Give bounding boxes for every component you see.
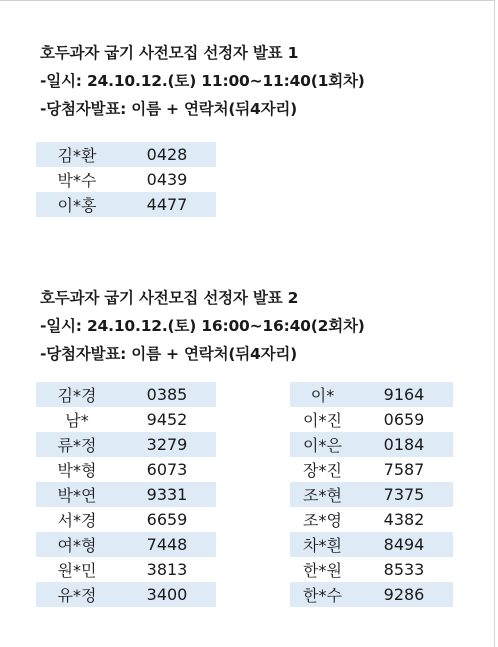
table-row — [290, 482, 453, 507]
table-row — [36, 582, 216, 607]
winner-name: 한*원 — [303, 561, 342, 580]
table-row — [36, 192, 216, 217]
table-row — [36, 457, 216, 482]
table-row — [290, 557, 453, 582]
table-row — [290, 582, 453, 607]
winner-name: 이*홍 — [36, 192, 118, 217]
table-row — [36, 407, 216, 432]
section-2-left-table — [36, 382, 216, 607]
winner-name: 박*형 — [57, 461, 97, 480]
section-1-heading — [40, 39, 365, 123]
winner-phone: 0659 — [383, 410, 425, 429]
winner-name: 원*민 — [57, 561, 97, 580]
winner-phone: 9452 — [146, 410, 188, 429]
winner-name: 한*수 — [290, 582, 355, 607]
table-row — [36, 142, 216, 167]
section-1-date: -일시: 24.10.12.(토) 11:00~11:40(1회차) — [40, 72, 365, 90]
winner-phone: 9164 — [355, 382, 453, 407]
table-row — [36, 532, 216, 557]
table-row — [36, 432, 216, 457]
winner-phone: 4382 — [383, 510, 425, 529]
winner-phone: 7448 — [118, 532, 216, 557]
winner-phone: 0184 — [355, 432, 453, 457]
winner-phone: 3813 — [146, 560, 188, 579]
table-row — [36, 557, 216, 582]
winner-phone: 6659 — [146, 510, 188, 529]
winner-name: 류*정 — [36, 432, 118, 457]
winner-name: 김*환 — [36, 142, 118, 167]
winner-phone: 7375 — [355, 482, 453, 507]
right-border — [494, 0, 495, 647]
winner-name: 이*진 — [303, 411, 342, 430]
section-2-announce: -당첨자발표: 이름 + 연락처(뒤4자리) — [40, 345, 298, 363]
winner-name: 이*은 — [290, 432, 355, 457]
winner-phone: 8494 — [355, 532, 453, 557]
winner-name: 차*흰 — [290, 532, 355, 557]
winner-name: 김*경 — [36, 382, 118, 407]
winner-phone: 6073 — [146, 460, 188, 479]
table-row — [290, 382, 453, 407]
section-2-heading — [40, 284, 365, 368]
table-row — [36, 167, 216, 192]
winner-phone: 3279 — [118, 432, 216, 457]
winner-phone: 9286 — [355, 582, 453, 607]
section-2-date: -일시: 24.10.12.(토) 16:00~16:40(2회차) — [40, 317, 365, 335]
winner-phone: 4477 — [118, 192, 216, 217]
winner-phone: 0385 — [118, 382, 216, 407]
winner-phone: 8533 — [383, 560, 425, 579]
table-row — [290, 407, 453, 432]
section-1-title: 호두과자 굽기 사전모집 선정자 발표 1 — [40, 44, 299, 62]
section-1-winner-table — [36, 142, 216, 217]
winner-phone: 7587 — [383, 460, 425, 479]
table-row — [290, 532, 453, 557]
table-row — [290, 457, 453, 482]
winner-name: 서*경 — [57, 511, 97, 530]
winner-name: 유*정 — [36, 582, 118, 607]
winner-name: 이* — [290, 382, 355, 407]
winner-name: 장*진 — [303, 461, 342, 480]
winner-phone: 3400 — [118, 582, 216, 607]
winner-name: 박*수 — [57, 171, 97, 190]
table-row — [290, 432, 453, 457]
section-2-title: 호두과자 굽기 사전모집 선정자 발표 2 — [40, 289, 299, 307]
table-row — [36, 382, 216, 407]
table-row — [36, 482, 216, 507]
winner-phone: 0428 — [118, 142, 216, 167]
winner-name: 조*현 — [290, 482, 355, 507]
section-2-right-table — [290, 382, 453, 607]
winner-name: 박*연 — [36, 482, 118, 507]
winner-name: 조*영 — [303, 511, 342, 530]
winner-phone: 0439 — [146, 170, 188, 189]
section-1-announce: -당첨자발표: 이름 + 연락처(뒤4자리) — [40, 100, 298, 118]
table-row — [36, 507, 216, 532]
table-row — [290, 507, 453, 532]
top-border — [0, 0, 494, 1]
winner-name: 남* — [65, 411, 89, 430]
winner-name: 여*형 — [36, 532, 118, 557]
winner-phone: 9331 — [118, 482, 216, 507]
